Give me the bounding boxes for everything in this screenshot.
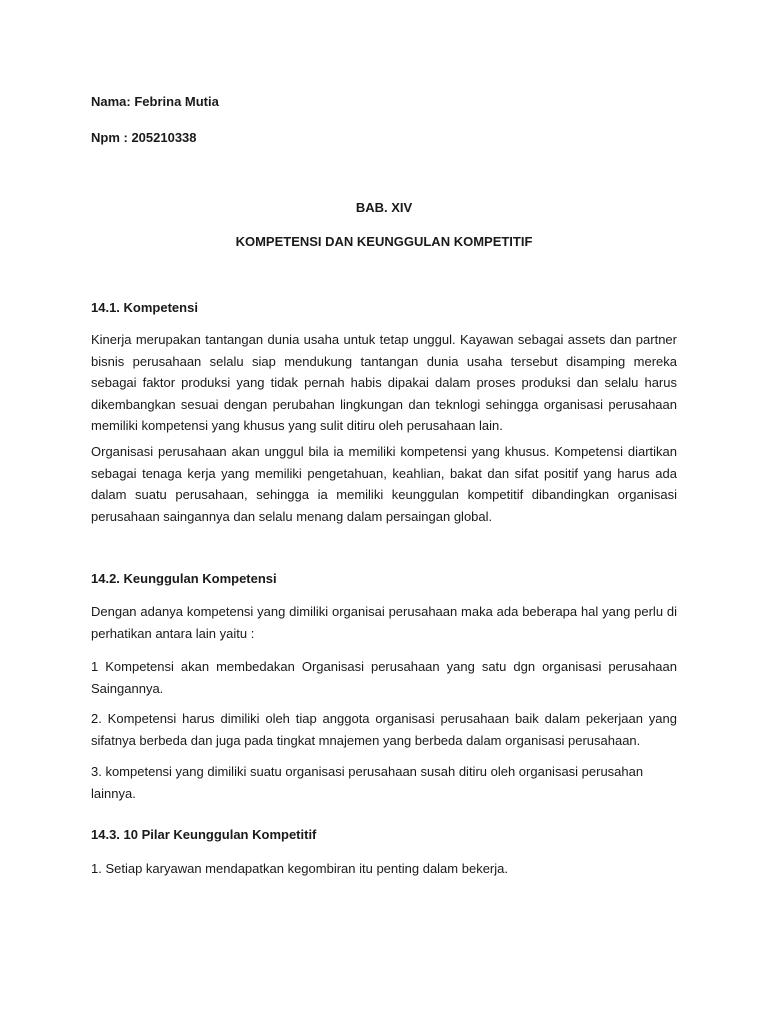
list-item: 2. Kompetensi harus dimiliki oleh tiap anggota organisasi perusahaan baik dalam pekerjaan yang sifatnya berbeda dan juga pada tingkat mnajemen yang berbeda dalam organisasi perusahaan. bbox=[91, 711, 677, 748]
student-name: Nama: Febrina Mutia bbox=[91, 94, 219, 109]
student-npm: Npm : 205210338 bbox=[91, 130, 197, 145]
chapter-title: KOMPETENSI DAN KEUNGGULAN KOMPETITIF bbox=[235, 234, 533, 249]
paragraph: Kinerja merupakan tantangan dunia usaha untuk tetap unggul. Kayawan sebagai assets dan partner bisnis perusahaan selalu siap mendukung tantangan dunia usaha tersebut disamping mereka sebagai faktor produksi yang tidak pernah habis dipakai dalam proses produksi dan selalu harus dikembangkan sesuai dengan perubahan lingkungan dan teknlogi sehingga organisasi perusahaan memiliki kompetensi yang khusus yang sulit ditiru oleh perusahaan lain. bbox=[91, 332, 677, 433]
section-heading-kompetensi: 14.1. Kompetensi bbox=[91, 300, 198, 315]
section-heading-pilar: 14.3. 10 Pilar Keunggulan Kompetitif bbox=[91, 827, 317, 842]
paragraph: Organisasi perusahaan akan unggul bila ia memiliki kompetensi yang khusus. Kompetensi diartikan sebagai tenaga kerja yang memiliki pengetahuan, keahlian, bakat dan sifat positif yang harus ada dalam suatu perusahaan, sehingga ia memiliki keunggulan kompetitif dibandingkan organisasi perusahaan saingannya dan selalu menang dalam persaingan global. bbox=[91, 444, 677, 524]
chapter-number: BAB. XIV bbox=[355, 200, 413, 215]
section-heading-keunggulan: 14.2. Keunggulan Kompetensi bbox=[91, 571, 277, 586]
list-item: 1 Kompetensi akan membedakan Organisasi perusahaan yang satu dgn organisasi perusahaan Saingannya. bbox=[91, 659, 677, 696]
list-item: 3. kompetensi yang dimiliki suatu organisasi perusahaan susah ditiru oleh organisasi perusahan lainnya. bbox=[91, 764, 644, 801]
paragraph: Dengan adanya kompetensi yang dimiliki organisai perusahaan maka ada beberapa hal yang perlu di perhatikan antara lain yaitu : bbox=[91, 604, 677, 641]
list-item: 1. Setiap karyawan mendapatkan kegombiran itu penting dalam bekerja. bbox=[91, 861, 508, 876]
